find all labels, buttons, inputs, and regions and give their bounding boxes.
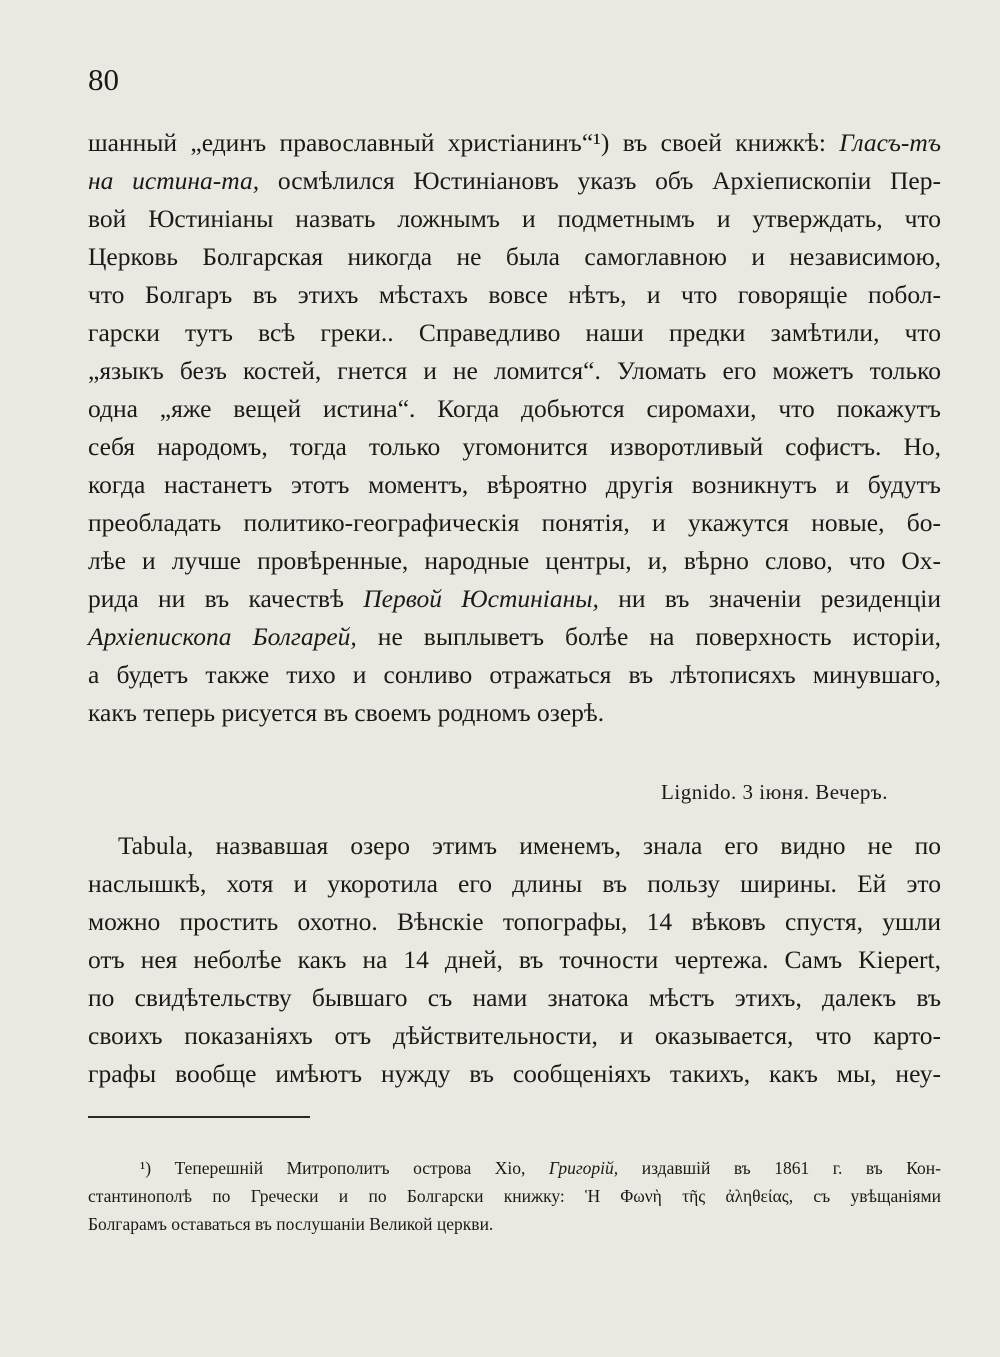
text-line: что Болгаръ въ этихъ мѣстахъ вовсе нѣтъ, и что говорящіе побол- bbox=[88, 280, 941, 309]
text-line: вой Юстиніаны назвать ложнымъ и подметнымъ и утверждать, что bbox=[88, 204, 941, 233]
footnote-line: Болгарамъ оставаться въ послушаніи Великой церкви. bbox=[88, 1214, 494, 1234]
text-line: себя народомъ, тогда только угомонится изворотливый софистъ. Но, bbox=[88, 432, 941, 461]
text-line: можно простить охотно. Вѣнскіе топографы, 14 вѣковъ спустя, ушли bbox=[88, 907, 941, 936]
text-line: Архіепископа Болгарей, не выплыветъ болѣе на поверхность исторіи, bbox=[88, 622, 941, 651]
text-line: отъ нея неболѣе какъ на 14 дней, въ точности чертежа. Самъ Kiepert, bbox=[88, 945, 941, 974]
footnote bbox=[88, 1154, 941, 1238]
text-line: какъ теперь рисуется въ своемъ родномъ озерѣ. bbox=[88, 698, 605, 727]
text-line: рида ни въ качествѣ Первой Юстиніаны, ни въ значеніи резиденціи bbox=[88, 584, 941, 613]
page-number: 80 bbox=[88, 62, 119, 97]
text-line: Tabula, назвавшая озеро этимъ именемъ, знала его видно не по bbox=[118, 831, 941, 860]
paragraph-1 bbox=[88, 124, 941, 732]
text-line: графы вообще имѣютъ нужду въ сообщеніяхъ такихъ, какъ мы, неу- bbox=[88, 1059, 941, 1088]
text-line: своихъ показаніяхъ отъ дѣйствительности, и оказывается, что карто- bbox=[88, 1021, 941, 1050]
text-line: шанный „единъ православный христіанинъ“¹) въ своей книжкѣ: Гласъ-тъ bbox=[88, 128, 941, 157]
text-line: когда настанетъ этотъ моментъ, вѣроятно другія возникнутъ и будутъ bbox=[88, 470, 941, 499]
text-line: гарски тутъ всѣ греки.. Справедливо наши предки замѣтили, что bbox=[88, 318, 941, 347]
text-line: „языкъ безъ костей, гнется и не ломится“. Уломать его можетъ только bbox=[88, 356, 941, 385]
text-line: Церковь Болгарская никогда не была самоглавною и независимою, bbox=[88, 242, 941, 271]
footnote-line: стантинополѣ по Гречески и по Болгарски книжку: Ἡ Φωνὴ τῆς ἀληθείας, съ увѣщаніями bbox=[88, 1186, 941, 1206]
text-line: лѣе и лучше провѣренные, народные центры, и, вѣрно слово, что Ох- bbox=[88, 546, 941, 575]
paragraph-2 bbox=[88, 827, 941, 1093]
text-line: по свидѣтельству бывшаго съ нами знатока мѣстъ этихъ, далекъ въ bbox=[88, 983, 941, 1012]
footnote-line: ¹) Теперешній Митрополитъ острова Хіо, Григорій, издавшій въ 1861 г. въ Кон- bbox=[140, 1158, 941, 1178]
text-line: преобладать политико-географическія понятія, и укажутся новые, бо- bbox=[88, 508, 941, 537]
text-line: на истина-та, осмѣлился Юстиніановъ указъ объ Архіепископіи Пер- bbox=[88, 166, 941, 195]
text-line: а будетъ также тихо и сонливо отражаться въ лѣтописяхъ минувшаго, bbox=[88, 660, 941, 689]
text-line: наслышкѣ, хотя и укоротила его длины въ пользу ширины. Ей это bbox=[88, 869, 941, 898]
dateline: Lignido. 3 іюня. Вечеръ. bbox=[661, 780, 888, 804]
footnote-divider bbox=[88, 1116, 310, 1118]
text-line: одна „яже вещей истина“. Когда добьются сиромахи, что покажутъ bbox=[88, 394, 941, 423]
